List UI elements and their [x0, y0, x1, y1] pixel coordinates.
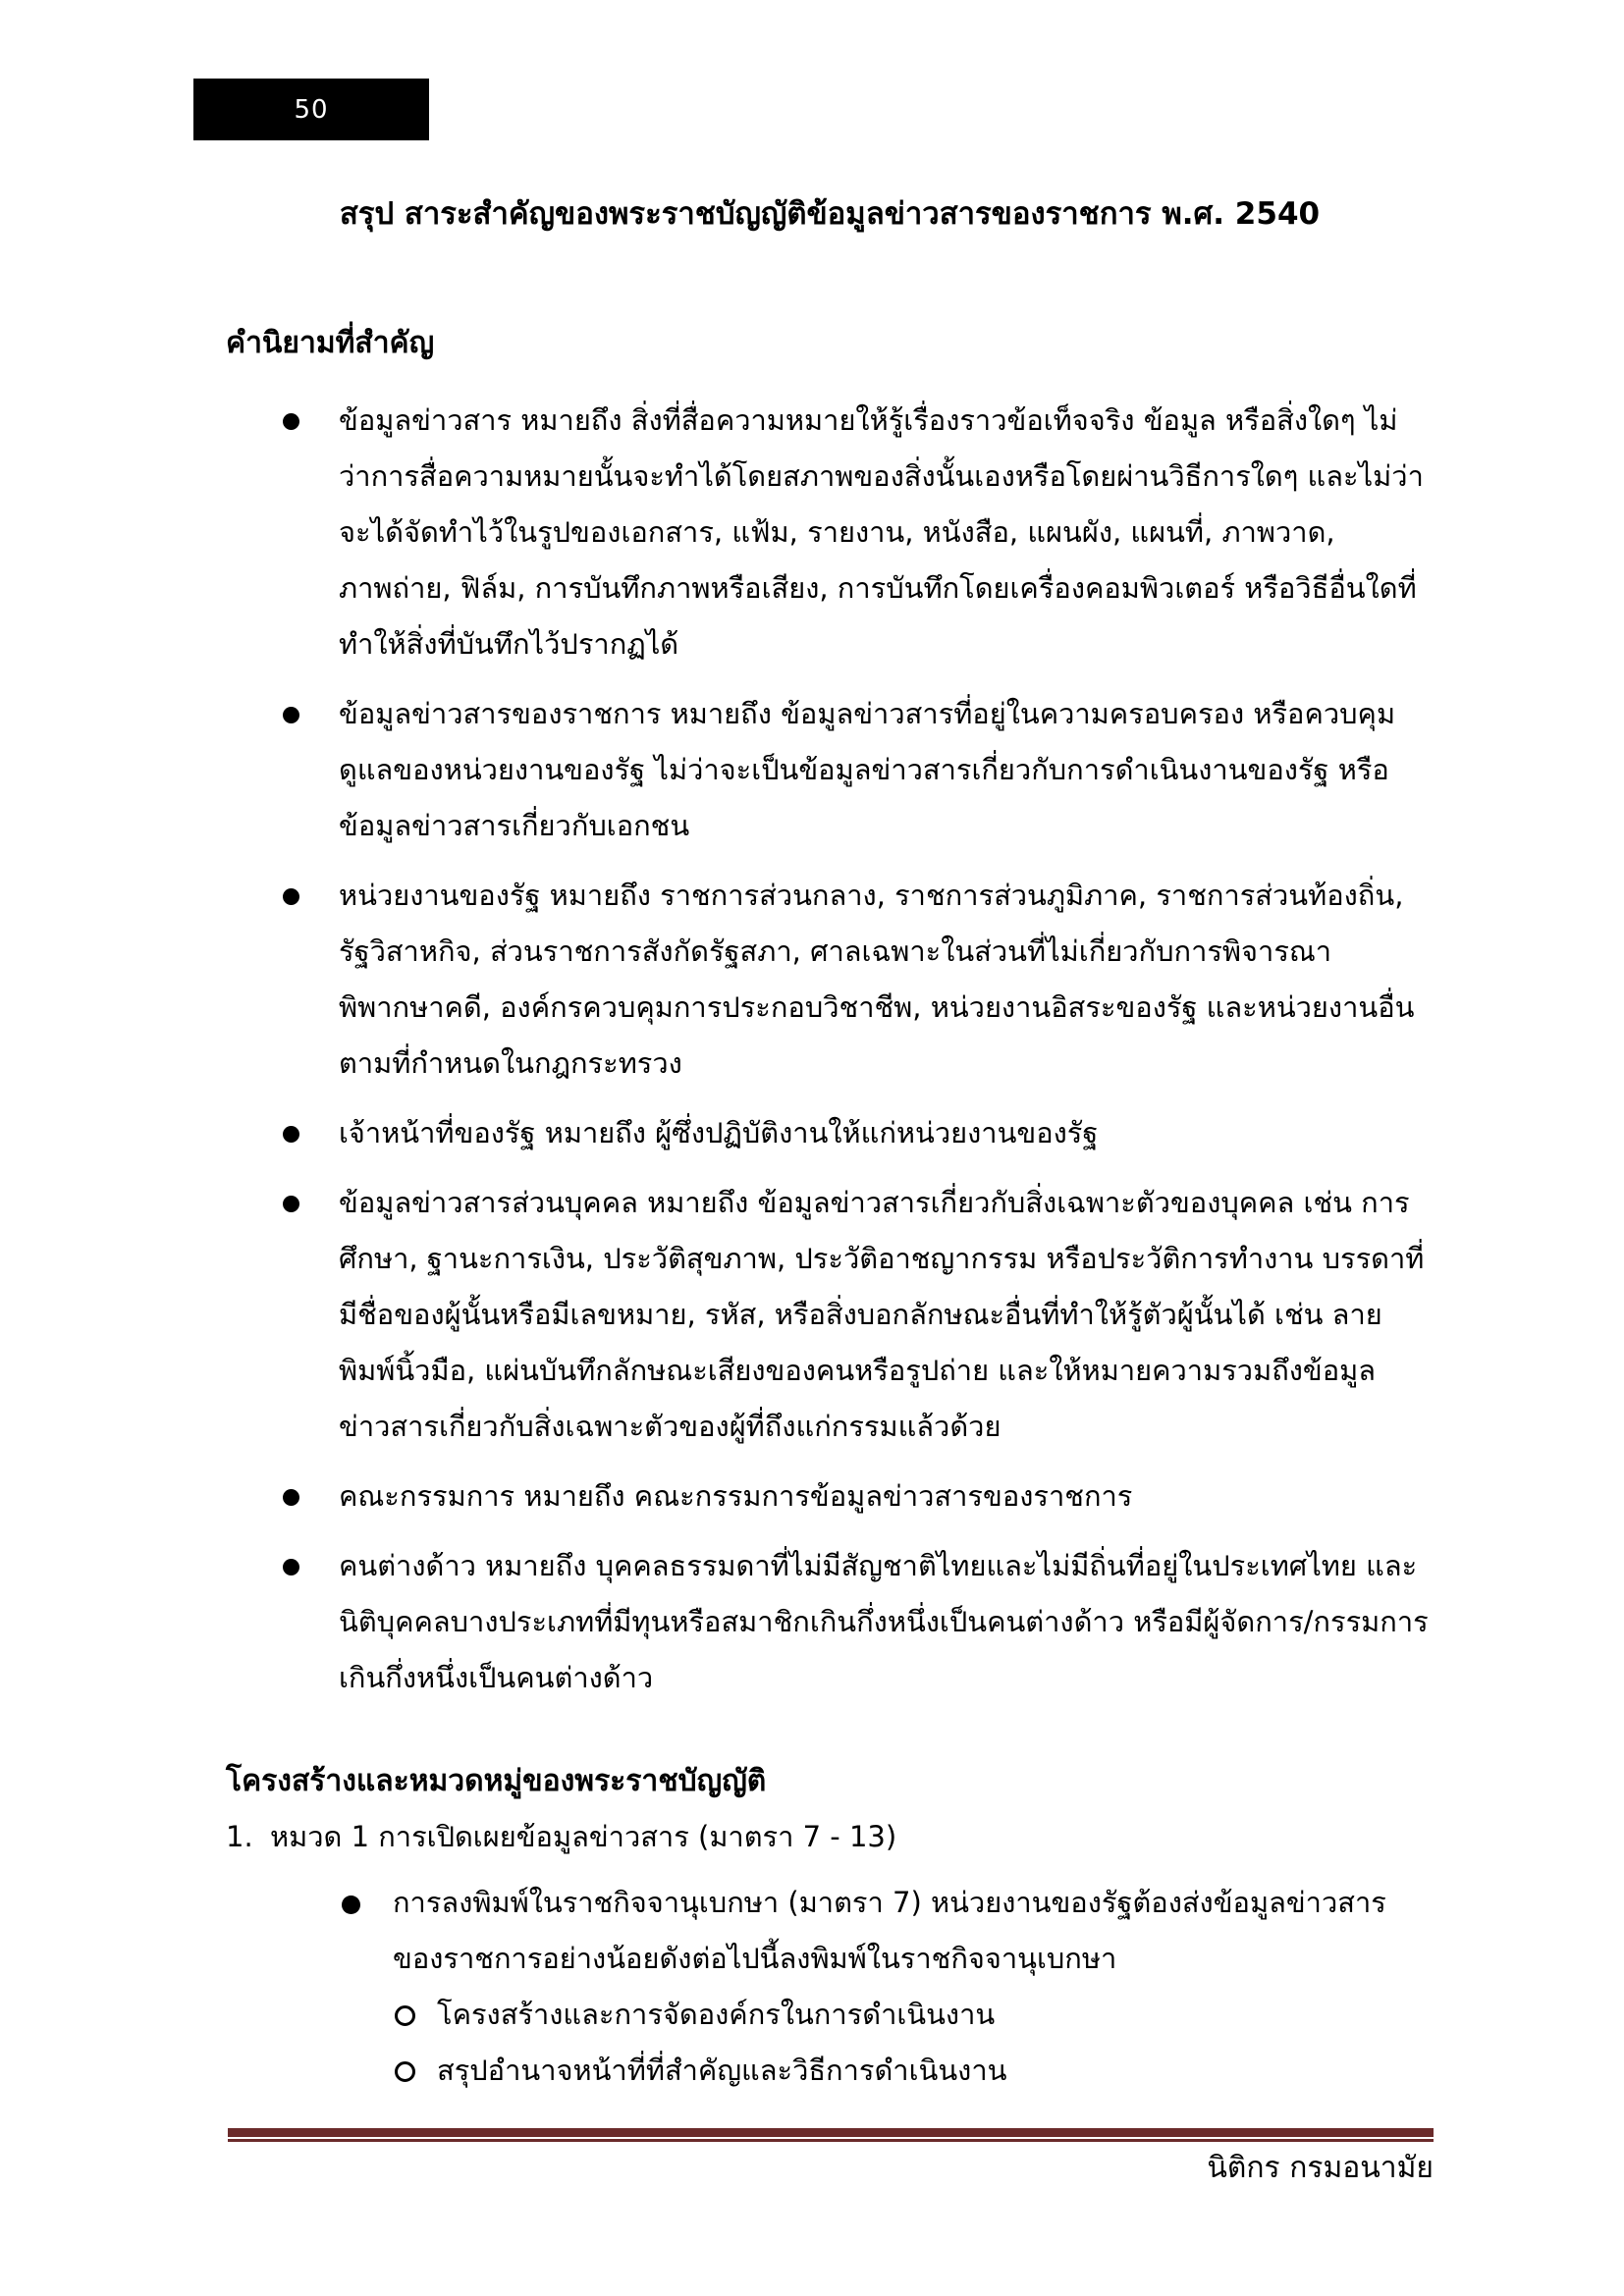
- sub-item-text: สรุปอำนาจหน้าที่ที่สำคัญและวิธีการดำเนินงาน: [437, 2053, 1007, 2087]
- list-item: [226, 1538, 1434, 1706]
- clause-sub-list: [226, 1987, 1434, 2099]
- definition-text: ข้อมูลข่าวสาร หมายถึง สิ่งที่สื่อความหมายให้รู้เรื่องราวข้อเท็จจริง ข้อมูล หรือสิ่งใดๆ ไม่ว่าการสื่อความหมายนั้นจะทำได้โดยสภาพของสิ่งนั้นเองหรือโดยผ่านวิธีการใดๆ และไม่ว่าจะได้จัดทำไว้ในรูปของเอกสาร, แฟ้ม, รายงาน, หนังสือ, แผนผัง, แผนที่, ภาพวาด, ภาพถ่าย, ฟิล์ม, การบันทึกภาพหรือเสียง, การบันทึกโดยเครื่องคอมพิวเตอร์ หรือวิธีอื่นใดที่ทำให้สิ่งที่บันทึกไว้ปรากฏได้: [339, 402, 1424, 661]
- bullet-icon: [283, 707, 299, 723]
- list-item: [226, 686, 1434, 854]
- clause-text: หมวด 1 การเปิดเผยข้อมูลข่าวสาร (มาตรา 7 - 13): [270, 1819, 897, 1853]
- list-item: [226, 868, 1434, 1092]
- page-number: 50: [294, 94, 329, 125]
- definition-text: คนต่างด้าว หมายถึง บุคคลธรรมดาที่ไม่มีสัญชาติไทยและไม่มีถิ่นที่อยู่ในประเทศไทย และนิติบุคคลบางประเภทที่มีทุนหรือสมาชิกเกินกึ่งหนึ่งเป็นคนต่างด้าว หรือมีผู้จัดการ/กรรมการเกินกึ่งหนึ่งเป็นคนต่างด้าว: [339, 1548, 1429, 1694]
- bullet-icon: [283, 1126, 299, 1143]
- page-title: สรุป สาระสำคัญของพระราชบัญญัติข้อมูลข่าวสารของราชการ พ.ศ. 2540: [339, 196, 1321, 232]
- bullet-icon: [283, 1196, 299, 1212]
- bullet-icon: [342, 1896, 360, 1914]
- section-heading-definitions: คำนิยามที่สำคัญ: [226, 325, 435, 360]
- bullet-icon: [283, 413, 299, 430]
- footer-credit: นิติกร กรมอนามัย: [1207, 2151, 1434, 2185]
- section-heading-structure: โครงสร้างและหมวดหมู่ของพระราชบัญญัติ: [226, 1763, 767, 1798]
- clause-bullet: [226, 1875, 1434, 1987]
- list-item: [226, 1468, 1434, 1524]
- numbered-clause: [226, 1809, 1434, 1865]
- footer-divider-thick-line: [228, 2128, 1434, 2137]
- list-item: [226, 1987, 1434, 2043]
- list-item: [226, 1105, 1434, 1161]
- definition-text: คณะกรรมการ หมายถึง คณะกรรมการข้อมูลข่าวสารของราชการ: [339, 1478, 1133, 1513]
- list-item: [226, 2043, 1434, 2099]
- definition-text: ข้อมูลข่าวสารส่วนบุคคล หมายถึง ข้อมูลข่าวสารเกี่ยวกับสิ่งเฉพาะตัวของบุคคล เช่น การศึกษา, ฐานะการเงิน, ประวัติสุขภาพ, ประวัติอาชญากรรม หรือประวัติการทำงาน บรรดาที่มีชื่อของผู้นั้นหรือมีเลขหมาย, รหัส, หรือสิ่งบอกลักษณะอื่นที่ทำให้รู้ตัวผู้นั้นได้ เช่น ลายพิมพ์นิ้วมือ, แผ่นบันทึกลักษณะเสียงของคนหรือรูปถ่าย และให้หมายความรวมถึงข้อมูลข่าวสารเกี่ยวกับสิ่งเฉพาะตัวของผู้ที่ถึงแก่กรรมแล้วด้วย: [339, 1185, 1425, 1443]
- footer-divider-thin-line: [228, 2139, 1434, 2142]
- clause-number: 1.: [226, 1819, 253, 1853]
- definitions-list: [226, 393, 1434, 1706]
- bullet-icon: [283, 1489, 299, 1506]
- list-item: [226, 1175, 1434, 1455]
- sub-item-text: โครงสร้างและการจัดองค์กรในการดำเนินงาน: [437, 1997, 996, 2031]
- circle-bullet-icon: [395, 2005, 415, 2026]
- list-item: [226, 393, 1434, 672]
- footer-divider: [228, 2128, 1434, 2142]
- bullet-icon: [283, 888, 299, 905]
- page-content: [226, 0, 1434, 2099]
- bullet-icon: [283, 1559, 299, 1575]
- definition-text: ข้อมูลข่าวสารของราชการ หมายถึง ข้อมูลข่าวสารที่อยู่ในความครอบครอง หรือควบคุมดูแลของหน่วยงานของรัฐ ไม่ว่าจะเป็นข้อมูลข่าวสารเกี่ยวกับการดำเนินงานของรัฐ หรือข้อมูลข่าวสารเกี่ยวกับเอกชน: [339, 696, 1396, 842]
- definition-text: หน่วยงานของรัฐ หมายถึง ราชการส่วนกลาง, ราชการส่วนภูมิภาค, ราชการส่วนท้องถิ่น, รัฐวิสาหกิจ, ส่วนราชการสังกัดรัฐสภา, ศาลเฉพาะในส่วนที่ไม่เกี่ยวกับการพิจารณาพิพากษาคดี, องค์กรควบคุมการประกอบวิชาชีพ, หน่วยงานอิสระของรัฐ และหน่วยงานอื่นตามที่กำหนดในกฎกระทรวง: [339, 878, 1415, 1080]
- circle-bullet-icon: [395, 2061, 415, 2082]
- clause-bullet-text: การลงพิมพ์ในราชกิจจานุเบกษา (มาตรา 7) หน่วยงานของรัฐต้องส่งข้อมูลข่าวสารของราชการอย่างน้อยดังต่อไปนี้ลงพิมพ์ในราชกิจจานุเบกษา: [393, 1885, 1386, 1975]
- definition-text: เจ้าหน้าที่ของรัฐ หมายถึง ผู้ซึ่งปฏิบัติงานให้แก่หน่วยงานของรัฐ: [339, 1115, 1099, 1149]
